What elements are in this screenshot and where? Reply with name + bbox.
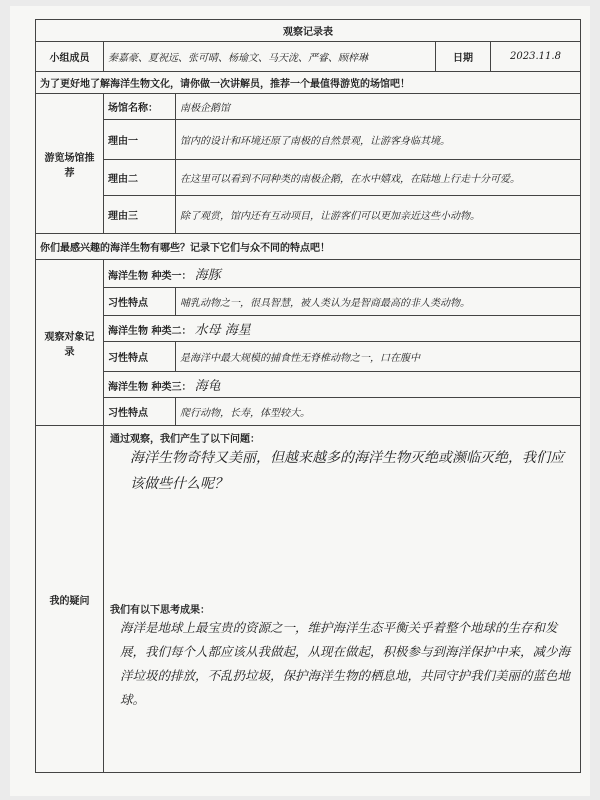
species-value: 海豚 xyxy=(194,268,221,283)
venue-name-value: 南极企鹅馆 xyxy=(176,94,581,120)
species-row xyxy=(104,316,581,342)
trait-label: 习性特点 xyxy=(104,398,176,426)
trait-value: 是海洋中最大规模的捕食性无脊椎动物之一，口在腹中 xyxy=(176,342,581,372)
observation-form xyxy=(35,19,581,773)
species-value: 海龟 xyxy=(194,379,221,394)
reason-label: 理由一 xyxy=(104,120,176,160)
species-row xyxy=(104,260,581,288)
trait-label: 习性特点 xyxy=(104,288,176,316)
members-label: 小组成员 xyxy=(36,42,104,72)
observe-section-label: 观察对象记录 xyxy=(36,260,104,426)
species-label: 海洋生物 种类一： xyxy=(108,271,192,282)
species-label: 海洋生物 种类二： xyxy=(108,326,192,337)
species-value: 水母 海星 xyxy=(194,323,251,338)
trait-value: 哺乳动物之一，很具智慧，被人类认为是智商最高的非人类动物。 xyxy=(176,288,581,316)
answer-heading: 我们有以下思考成果： xyxy=(110,605,210,616)
date-label: 日期 xyxy=(436,42,491,72)
reason-label: 理由三 xyxy=(104,196,176,234)
intro-text: 为了更好地了解海洋生物文化，请你做一次讲解员，推荐一个最值得游览的场馆吧！ xyxy=(36,72,581,94)
reason-text: 在这里可以看到不同种类的南极企鹅，在水中嬉戏，在陆地上行走十分可爱。 xyxy=(176,160,581,196)
reason-text: 馆内的设计和环境还原了南极的自然景观，让游客身临其境。 xyxy=(176,120,581,160)
reason-label: 理由二 xyxy=(104,160,176,196)
members-names: 秦嘉豪、夏祝远、张可晴、杨瑜文、马天泷、严睿、顾梓琳 xyxy=(104,42,436,72)
question-text: 海洋生物奇特又美丽，但越来越多的海洋生物灭绝或濒临灭绝，我们应该做些什么呢？ xyxy=(130,450,564,492)
paper-sheet xyxy=(10,6,590,796)
trait-label: 习性特点 xyxy=(104,342,176,372)
trait-value: 爬行动物，长寿，体型较大。 xyxy=(176,398,581,426)
species-row xyxy=(104,372,581,398)
question-heading: 通过观察，我们产生了以下问题： xyxy=(110,434,260,445)
date-value: 2023.11.8 xyxy=(491,42,581,72)
venue-section-label: 游览场馆推荐 xyxy=(36,94,104,234)
reason-text: 除了观赏，馆内还有互动项目，让游客们可以更加亲近这些小动物。 xyxy=(176,196,581,234)
question-cell xyxy=(104,426,581,773)
venue-name-label: 场馆名称： xyxy=(104,94,176,120)
observe-prompt: 你们最感兴趣的海洋生物有哪些？记录下它们与众不同的特点吧！ xyxy=(36,234,581,260)
answer-text: 海洋是地球上最宝贵的资源之一，维护海洋生态平衡关乎着整个地球的生存和发展，我们每个人都应该从我做起，从现在做起，积极参与到海洋保护中来，减少海洋垃圾的排放，不乱扔垃圾，保护海洋生物的栖息地，共同守护我们美丽的蓝色地球。 xyxy=(120,620,571,707)
form-title: 观察记录表 xyxy=(36,20,581,42)
species-label: 海洋生物 种类三： xyxy=(108,382,192,393)
question-section-label: 我的疑问 xyxy=(36,426,104,773)
